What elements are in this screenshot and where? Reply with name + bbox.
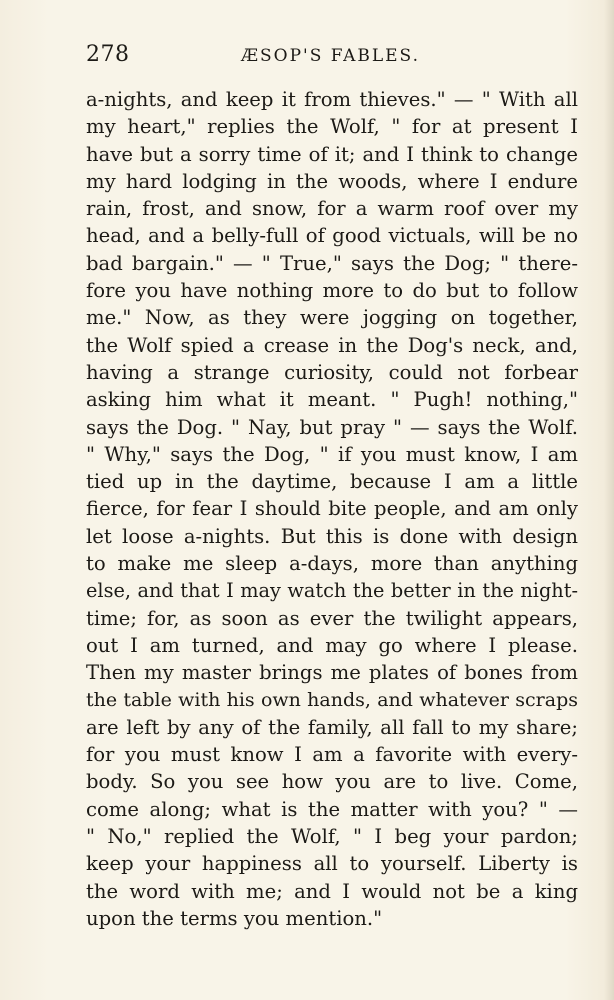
running-title: ÆSOP'S FABLES. [241, 46, 420, 66]
text-line: have but a sorry time of it; and I think to change [86, 142, 578, 166]
text-line: fore you have nothing more to do but to follow [86, 279, 578, 303]
text-line: says the Dog. " Nay, but pray " — says the Wolf. [86, 415, 578, 439]
text-line: let loose a-nights. But this is done with design [86, 524, 578, 548]
text-line: else, and that I may watch the better in the night- [86, 579, 578, 603]
text-line: fierce, for fear I should bite people, and am only [86, 497, 578, 521]
text-line: time; for, as soon as ever the twilight appears, [86, 606, 578, 630]
text-line: " Why," says the Dog, " if you must know, I am [86, 442, 578, 466]
text-line: keep your happiness all to yourself. Liberty is [86, 852, 578, 876]
text-line: the table with his own hands, and whatever scraps [86, 688, 578, 711]
text-line: having a strange curiosity, could not forbear [86, 360, 578, 384]
running-head [86, 40, 578, 70]
text-line: tied up in the daytime, because I am a little [86, 470, 578, 494]
text-line: " No," replied the Wolf, " I beg your pardon; [86, 825, 578, 849]
text-line: are left by any of the family, all fall to my share; [86, 715, 578, 739]
text-line: to make me sleep a-days, more than anything [86, 552, 578, 576]
text-line: body. So you see how you are to live. Come, [86, 770, 578, 794]
text-line: bad bargain." — " True," says the Dog; " there- [86, 251, 578, 275]
text-line: out I am turned, and may go where I please. [86, 633, 578, 657]
text-line-last: upon the terms you mention." [86, 906, 383, 930]
text-line: asking him what it meant. " Pugh! nothing," [86, 388, 578, 412]
text-line: me." Now, as they were jogging on together, [86, 306, 578, 330]
text-line: my heart," replies the Wolf, " for at present I [86, 115, 578, 139]
body-text [86, 86, 578, 932]
text-line: head, and a belly-full of good victuals, will be no [86, 224, 578, 248]
text-line: the Wolf spied a crease in the Dog's neck, and, [86, 333, 578, 357]
text-line: come along; what is the matter with you? " — [86, 797, 578, 821]
text-line: for you must know I am a favorite with every- [86, 743, 578, 767]
text-line: Then my master brings me plates of bones from [86, 661, 578, 685]
text-line: a-nights, and keep it from thieves." — " With all [86, 88, 578, 111]
text-line: my hard lodging in the woods, where I endure [86, 169, 578, 193]
page-number: 278 [86, 42, 130, 67]
text-line: the word with me; and I would not be a king [86, 879, 578, 903]
text-line: rain, frost, and snow, for a warm roof over my [86, 197, 578, 221]
page-edge-shadow [604, 0, 614, 1000]
